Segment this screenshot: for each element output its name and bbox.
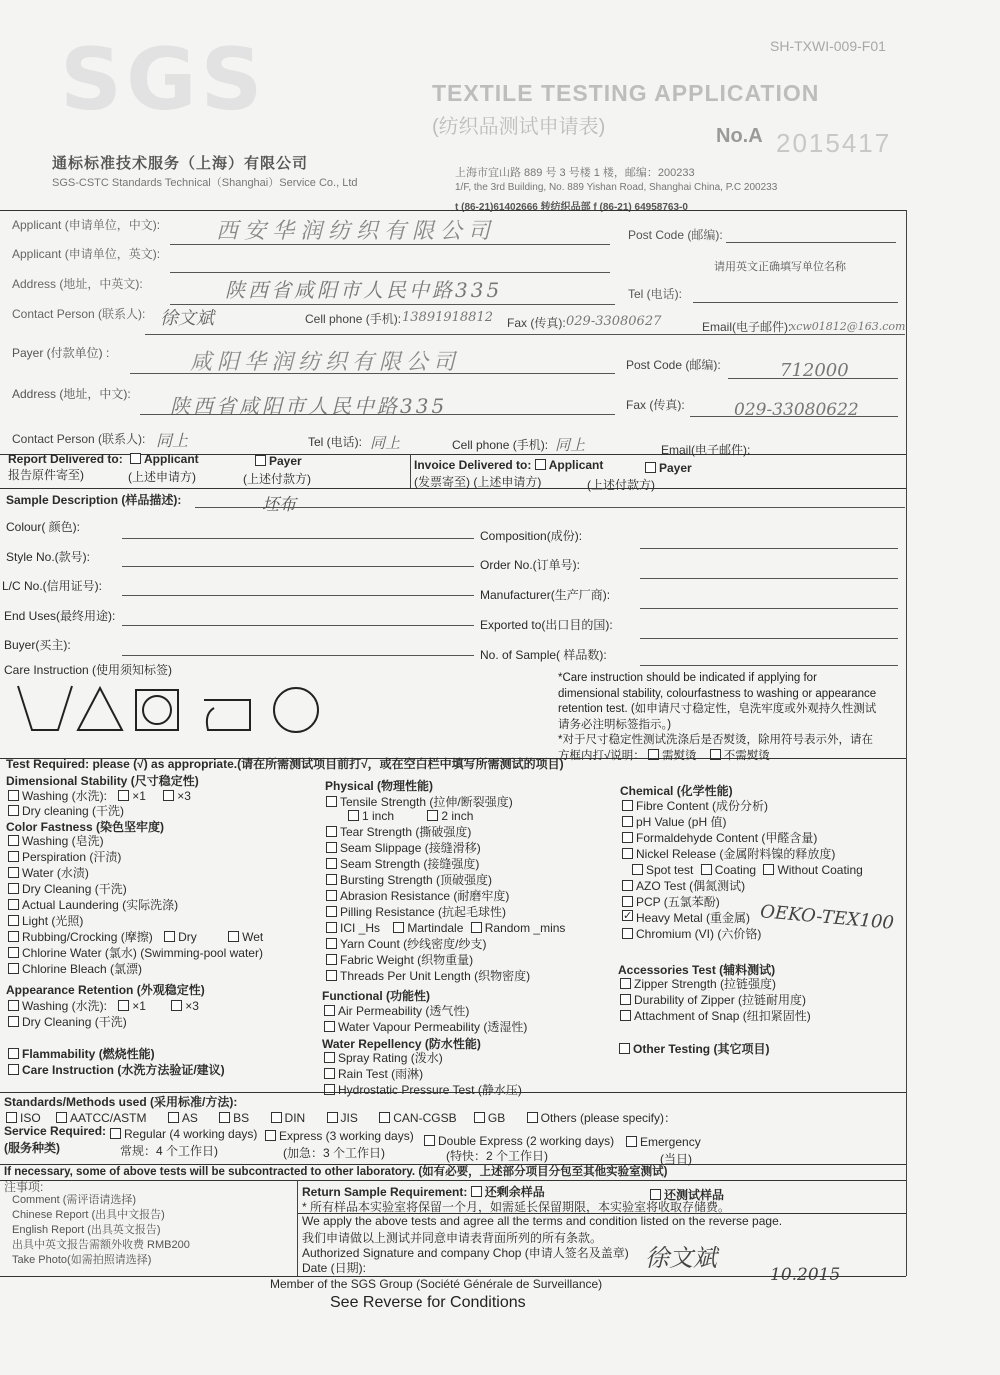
payer-cell-value[interactable]: 同上 [555, 436, 586, 454]
sgs-logo: SGS [60, 30, 267, 130]
cf-light[interactable]: Light (光照) [8, 913, 263, 929]
service-double-express-cn: (特快：2 个工作日) [446, 1149, 549, 1163]
report-payer-option[interactable]: Payer [255, 454, 302, 468]
service-express[interactable]: Express (3 working days) [265, 1129, 414, 1143]
form-title-cn: (纺织品测试申请表) [432, 116, 606, 138]
phys-fabric-weight[interactable]: Fabric Weight (织物重量) [326, 952, 565, 968]
cf-washing[interactable]: Washing (皂洗) [8, 833, 263, 849]
composition-label: Composition(成份): [480, 529, 583, 543]
std-others-checkbox[interactable] [527, 1112, 538, 1123]
service-express-cn: (加急：3 个工作日) [283, 1146, 386, 1160]
service-emergency[interactable]: Emergency [626, 1135, 701, 1149]
chem-formaldehyde[interactable]: Formaldehyde Content (甲醛含量) [622, 830, 863, 846]
random-checkbox[interactable] [471, 922, 482, 933]
phys-tensile[interactable]: Tensile Strength (拉伸/断裂强度) [326, 793, 513, 810]
cf-rubbing[interactable]: Rubbing/Crocking (摩擦) Dry Wet [8, 929, 263, 945]
frame-right-border [906, 210, 907, 1276]
acc-items [620, 976, 811, 1024]
wr-rain-test[interactable]: Rain Test (雨淋) [324, 1066, 522, 1082]
cf-water[interactable]: Water (水渍) [8, 865, 263, 881]
applicant-email-value[interactable]: xcw01812@163.com [790, 320, 906, 333]
report-payer-checkbox[interactable] [255, 455, 266, 466]
agree-cn: 我们申请做以上测试并同意申请表背面所列的所有条款。 [302, 1231, 603, 1245]
form-code: SH-TXWI-009-F01 [770, 38, 886, 54]
company-phone: t (86-21)61402666 转纺织品部 f (86-21) 64958763-0 [455, 202, 688, 213]
phys-pilling[interactable]: Pilling Resistance (抗起毛球性) [326, 904, 565, 920]
payer-cell-label: Cell phone (手机): [452, 438, 549, 452]
cf-chlorine-water[interactable]: Chlorine Water (氯水) (Swimming-pool water) [8, 945, 263, 961]
std-din-checkbox[interactable] [271, 1112, 282, 1123]
style-no-label: Style No.(款号): [6, 550, 91, 564]
company-name-en: SGS-CSTC Standards Technical（Shanghai）Service Co., Ltd [52, 177, 358, 189]
care-note: *Care instruction should be indicated if applying for dimensional stability, colourfastness to washing or appearance retention test. (如申请尺寸稳定性，皂洗牢度或外观持久性测试 请务必注明标签指示。) *对于尺寸稳定性测试洗涤后是否熨烫，除用符号表示外，请在 方框内打√说明： 需熨烫 不需熨烫 [558, 672, 877, 762]
tests-header: Test Required: please (√) as appropriate.(请在所需测试项目前打√，或在空白栏中填写所需测试的项目) [6, 757, 564, 771]
date-label: Date (日期): [302, 1261, 367, 1275]
ap-x1-checkbox[interactable] [118, 1000, 129, 1011]
applicant-address-label: Address (地址，中英文): [12, 277, 143, 291]
phys-yarn-count[interactable]: Yarn Count (纱线密度/纱支) [326, 936, 565, 952]
member-note: Member of the SGS Group (Société Générale de Surveillance) [270, 1277, 603, 1291]
iron-symbol [204, 700, 250, 730]
std-jis-checkbox[interactable] [327, 1112, 338, 1123]
acc-zipper-durability[interactable]: Durability of Zipper (拉链耐用度) [620, 992, 811, 1008]
payer-tel-value[interactable]: 同上 [370, 434, 401, 452]
sample-description-label: Sample Description (样品描述): [6, 493, 182, 507]
chem-heavy-metal[interactable]: ✓Heavy Metal (重金属) [622, 910, 863, 926]
company-address-cn: 上海市宜山路 889 号 3 号楼 1 楼，邮编：200233 [455, 167, 695, 179]
subcontract-note: If necessary, some of above tests will be subcontracted to other laboratory. (如有必要，上述部分项目分包至其他实验室测试) [4, 1166, 668, 1178]
applicant-post-code-label: Post Code (邮编): [628, 228, 723, 242]
rubbing-wet-checkbox [228, 931, 239, 942]
date-value[interactable]: 10.2015 [770, 1265, 841, 1285]
std-aatcc-checkbox[interactable] [56, 1112, 67, 1123]
payer-tel-label: Tel (电话): [308, 435, 363, 449]
service-regular[interactable]: Regular (4 working days) [110, 1127, 257, 1141]
applicant-fax-label: Fax (传真): [507, 316, 566, 330]
report-delivered-cn: 报告原件寄至) [8, 468, 84, 482]
applicant-email-label: Email(电子邮件): [702, 320, 792, 334]
wr-hydrostatic[interactable]: Hydrostatic Pressure Test (静水压) [324, 1082, 522, 1098]
form-number-value: 2015417 [776, 128, 892, 158]
acc-zipper-strength[interactable]: Zipper Strength (拉链强度) [620, 976, 811, 992]
functional-heading: Functional (功能性) [322, 989, 430, 1003]
service-required-label: Service Required: [4, 1124, 107, 1138]
service-regular-cn: 常规：4 个工作日) [120, 1144, 219, 1158]
martindale-checkbox[interactable] [393, 922, 404, 933]
phys-pilling-methods: ICI _Hs Martindale Random _mins [326, 920, 565, 936]
std-as-checkbox[interactable] [168, 1112, 179, 1123]
phys-seam-slippage[interactable]: Seam Slippage (接缝滑移) [326, 840, 565, 856]
signature-label: Authorized Signature and company Chop (申请人签名及盖章) [302, 1246, 629, 1260]
water-repellency-heading: Water Repellency (防水性能) [322, 1037, 481, 1051]
ap-dry-cleaning[interactable]: Dry Cleaning (干洗) [8, 1013, 127, 1030]
washing-symbol [18, 686, 72, 730]
return-sample-row: Return Sample Requirement: 还剩余样品 [302, 1185, 545, 1199]
note-bilingual-fee: 出具中英文报告需额外收费 RMB200 [12, 1239, 190, 1251]
applicant-cn-label: Applicant (申请单位，中文): [12, 218, 161, 232]
heavy-metal-note[interactable]: OEKO-TEX100 [759, 901, 895, 934]
chem-nickel-options: Spot test Coating Without Coating [622, 862, 863, 878]
applicant-cell-label: Cell phone (手机): [305, 312, 402, 326]
phys-inch-row: 1 inch 2 inch [348, 809, 473, 823]
company-name-cn: 通标标准技术服务（上海）有限公司 [52, 155, 309, 172]
care-symbols [8, 678, 328, 738]
note-take-photo[interactable]: Take Photo(如需拍照请选择) [12, 1254, 152, 1266]
phys-seam-strength[interactable]: Seam Strength (接缝强度) [326, 856, 565, 872]
colour-label: Colour( 颜色): [6, 520, 81, 534]
payer-contact-value[interactable]: 同上 [156, 431, 189, 450]
invoice-payer-cn: (上述付款方) [587, 478, 655, 492]
chem-azo[interactable]: AZO Test (偶氮测试) [622, 878, 863, 894]
payer-fax-value[interactable]: 029-33080622 [734, 400, 859, 420]
spot-test-checkbox[interactable] [632, 864, 643, 875]
note-comment[interactable]: Comment (需评语请选择) [12, 1194, 137, 1206]
std-iso-checkbox[interactable] [6, 1112, 17, 1123]
payer-email-label: Email(电子邮件): [661, 443, 751, 457]
applicant-tel-label: Tel (电话): [628, 287, 683, 301]
flammability[interactable]: Flammability (燃烧性能) [8, 1045, 155, 1062]
form-title-en: TEXTILE TESTING APPLICATION [432, 80, 820, 106]
service-emergency-cn: (当日) [660, 1152, 692, 1166]
applicant-en-label: Applicant (申请单位，英文): [12, 247, 161, 261]
std-bs-checkbox[interactable] [219, 1112, 230, 1123]
report-applicant-checkbox[interactable] [130, 453, 141, 464]
see-reverse: See Reverse for Conditions [330, 1294, 526, 1311]
payer-fax-label: Fax (传真): [626, 398, 685, 412]
notes-title: 注事项: [4, 1180, 44, 1194]
signature-value[interactable]: 徐文斌 [645, 1244, 717, 1272]
two-inch-checkbox[interactable] [427, 810, 438, 821]
func-air-permeability[interactable]: Air Permeability (透气性) [324, 1003, 527, 1019]
order-no-label: Order No.(订单号): [480, 558, 581, 572]
return-tested-option[interactable]: 还测试样品 [650, 1186, 724, 1203]
cf-items [8, 833, 263, 977]
dimensional-stability-heading: Dimensional Stability (尺寸稳定性) [6, 774, 199, 788]
rubbing-dry-checkbox [164, 931, 175, 942]
notes-list [12, 1193, 190, 1268]
number-of-samples-label: No. of Sample( 样品数): [480, 648, 607, 662]
payer-value[interactable]: 咸阳华润纺织有限公司 [190, 350, 461, 375]
exported-to-label: Exported to(出口目的国): [480, 618, 613, 632]
chem-chromium[interactable]: Chromium (VI) (六价铬) [622, 926, 863, 942]
applicant-cell-value[interactable]: 13891918812 [402, 310, 493, 325]
wr-items [324, 1050, 522, 1098]
applicant-contact-label: Contact Person (联系人): [12, 307, 146, 321]
phys-threads[interactable]: Threads Per Unit Length (织物密度) [326, 968, 565, 984]
without-coating-checkbox[interactable] [763, 864, 774, 875]
invoice-delivered-label: Invoice Delivered to: Applicant [414, 458, 604, 472]
ap-x3-checkbox[interactable] [171, 1000, 182, 1011]
care-instruction-label: Care Instruction (使用须知标签) [4, 663, 173, 677]
frame-top-border [0, 210, 906, 211]
phys-tear[interactable]: Tear Strength (撕破强度) [326, 824, 565, 840]
payer-contact-label: Contact Person (联系人): [12, 432, 146, 446]
accessories-heading: Accessories Test (辅料测试) [618, 963, 776, 977]
wr-spray-rating[interactable]: Spray Rating (泼水) [324, 1050, 522, 1066]
end-uses-label: End Uses(最终用途): [4, 609, 116, 623]
standards-label: Standards/Methods used (采用标准/方法): [4, 1095, 238, 1109]
phys-bursting[interactable]: Bursting Strength (顶破强度) [326, 872, 565, 888]
invoice-payer-option[interactable]: Payer [645, 461, 692, 475]
lc-no-label: L/C No.(信用证号): [2, 579, 103, 593]
company-address-en: 1/F, the 3rd Building, No. 889 Yishan Road, Shanghai China, P.C 200233 [455, 182, 778, 193]
coating-checkbox[interactable] [701, 864, 712, 875]
return-note: * 所有样品本实验室将保留一个月，如需延长保留期限，本实验室将收取存储费。 [302, 1200, 731, 1214]
one-inch-checkbox[interactable] [348, 810, 359, 821]
chem-fibre-content[interactable]: Fibre Content (成份分析) [622, 798, 863, 814]
ap-washing-checkbox[interactable] [8, 1000, 19, 1011]
invoice-delivered-cn: (发票寄至) (上述申请方) [414, 475, 542, 489]
report-delivered-label: Report Delivered to: [8, 452, 123, 466]
ici-checkbox[interactable] [326, 922, 337, 933]
report-applicant-option[interactable]: Applicant [130, 452, 199, 466]
func-items [324, 1003, 527, 1035]
service-double-express[interactable]: Double Express (2 working days) [424, 1134, 614, 1148]
chem-nickel[interactable]: Nickel Release (金属附料镍的释放度) [622, 846, 863, 862]
bleach-triangle-symbol [78, 688, 122, 730]
phys-items [326, 824, 565, 984]
note-english-report[interactable]: English Report (出具英文报告) [12, 1224, 161, 1236]
heavy-metal-checked [622, 910, 633, 921]
dim-x1-checkbox[interactable] [118, 790, 129, 801]
english-name-note: 请用英文正确填写单位名称 [714, 261, 846, 273]
acc-snap[interactable]: Attachment of Snap (纽扣紧固性) [620, 1008, 811, 1024]
note-chinese-report[interactable]: Chinese Report (出具中文报告) [12, 1209, 165, 1221]
buyer-label: Buyer(买主): [4, 638, 71, 652]
payer-label: Payer (付款单位) : [12, 346, 110, 360]
cf-chlorine-bleach[interactable]: Chlorine Bleach (氯漂) [8, 961, 263, 977]
invoice-payer-checkbox[interactable] [645, 462, 656, 473]
report-applicant-cn: (上述申请方) [128, 470, 196, 484]
dim-washing-row: Washing (水洗): ×1 ×3 [8, 787, 191, 804]
ap-washing-row: Washing (水洗): ×1 ×3 [8, 997, 199, 1014]
dim-dry-cleaning[interactable]: Dry cleaning (干洗) [8, 802, 124, 819]
appearance-retention-heading: Appearance Retention (外观稳定性) [6, 983, 205, 997]
chemical-heading: Chemical (化学性能) [620, 784, 733, 798]
phys-abrasion[interactable]: Abrasion Resistance (耐磨牢度) [326, 888, 565, 904]
dim-x3-checkbox[interactable] [163, 790, 174, 801]
payer-post-code-value[interactable]: 712000 [780, 360, 849, 381]
dry-clean-symbol [274, 688, 318, 732]
standards-options: ISO AATCC/ASTM AS BS DIN JIS CAN-CGSB GB Others (please specify)： [6, 1109, 676, 1126]
agree-en: We apply the above tests and agree all the terms and condition listed on the reverse page. [302, 1214, 783, 1228]
cf-dry-cleaning[interactable]: Dry Cleaning (干洗) [8, 881, 263, 897]
std-can-cgsb-checkbox[interactable] [379, 1112, 390, 1123]
payer-address-label: Address (地址，中文): [12, 387, 131, 401]
invoice-applicant-checkbox[interactable] [535, 459, 546, 470]
applicant-fax-value[interactable]: 029-33080627 [566, 314, 662, 329]
color-fastness-heading: Color Fastness (染色坚牢度) [6, 820, 165, 834]
care-instruction-test[interactable]: Care Instruction (水洗方法验证/建议) [8, 1061, 225, 1078]
form-number-label: No.A [716, 125, 763, 147]
sample-description-value[interactable]: 坯布 [262, 495, 296, 515]
cf-perspiration[interactable]: Perspiration (汗渍) [8, 849, 263, 865]
manufacturer-label: Manufacturer(生产厂商): [480, 588, 611, 602]
other-testing[interactable]: Other Testing (其它项目) [619, 1040, 769, 1057]
payer-address-value[interactable]: 陕西省咸阳市人民中路335 [170, 394, 448, 418]
applicant-address-value[interactable]: 陕西省咸阳市人民中路335 [225, 278, 503, 302]
applicant-contact-value[interactable]: 徐文斌 [160, 308, 214, 329]
physical-heading: Physical (物理性能) [325, 779, 434, 793]
func-water-vapour[interactable]: Water Vapour Permeability (透湿性) [324, 1019, 527, 1035]
dim-washing-checkbox[interactable] [8, 790, 19, 801]
chem-ph-value[interactable]: pH Value (pH 值) [622, 814, 863, 830]
cf-actual-laundering[interactable]: Actual Laundering (实际洗涤) [8, 897, 263, 913]
std-gb-checkbox[interactable] [474, 1112, 485, 1123]
payer-post-code-label: Post Code (邮编): [626, 358, 721, 372]
applicant-cn-value[interactable]: 西安华润纺织有限公司 [216, 219, 497, 244]
return-left-checkbox[interactable] [471, 1186, 482, 1197]
chem-pcp[interactable]: PCP (五氯苯酚) [622, 894, 863, 910]
report-payer-cn: (上述付款方) [243, 472, 311, 486]
service-required-cn: (服务种类) [4, 1141, 60, 1155]
